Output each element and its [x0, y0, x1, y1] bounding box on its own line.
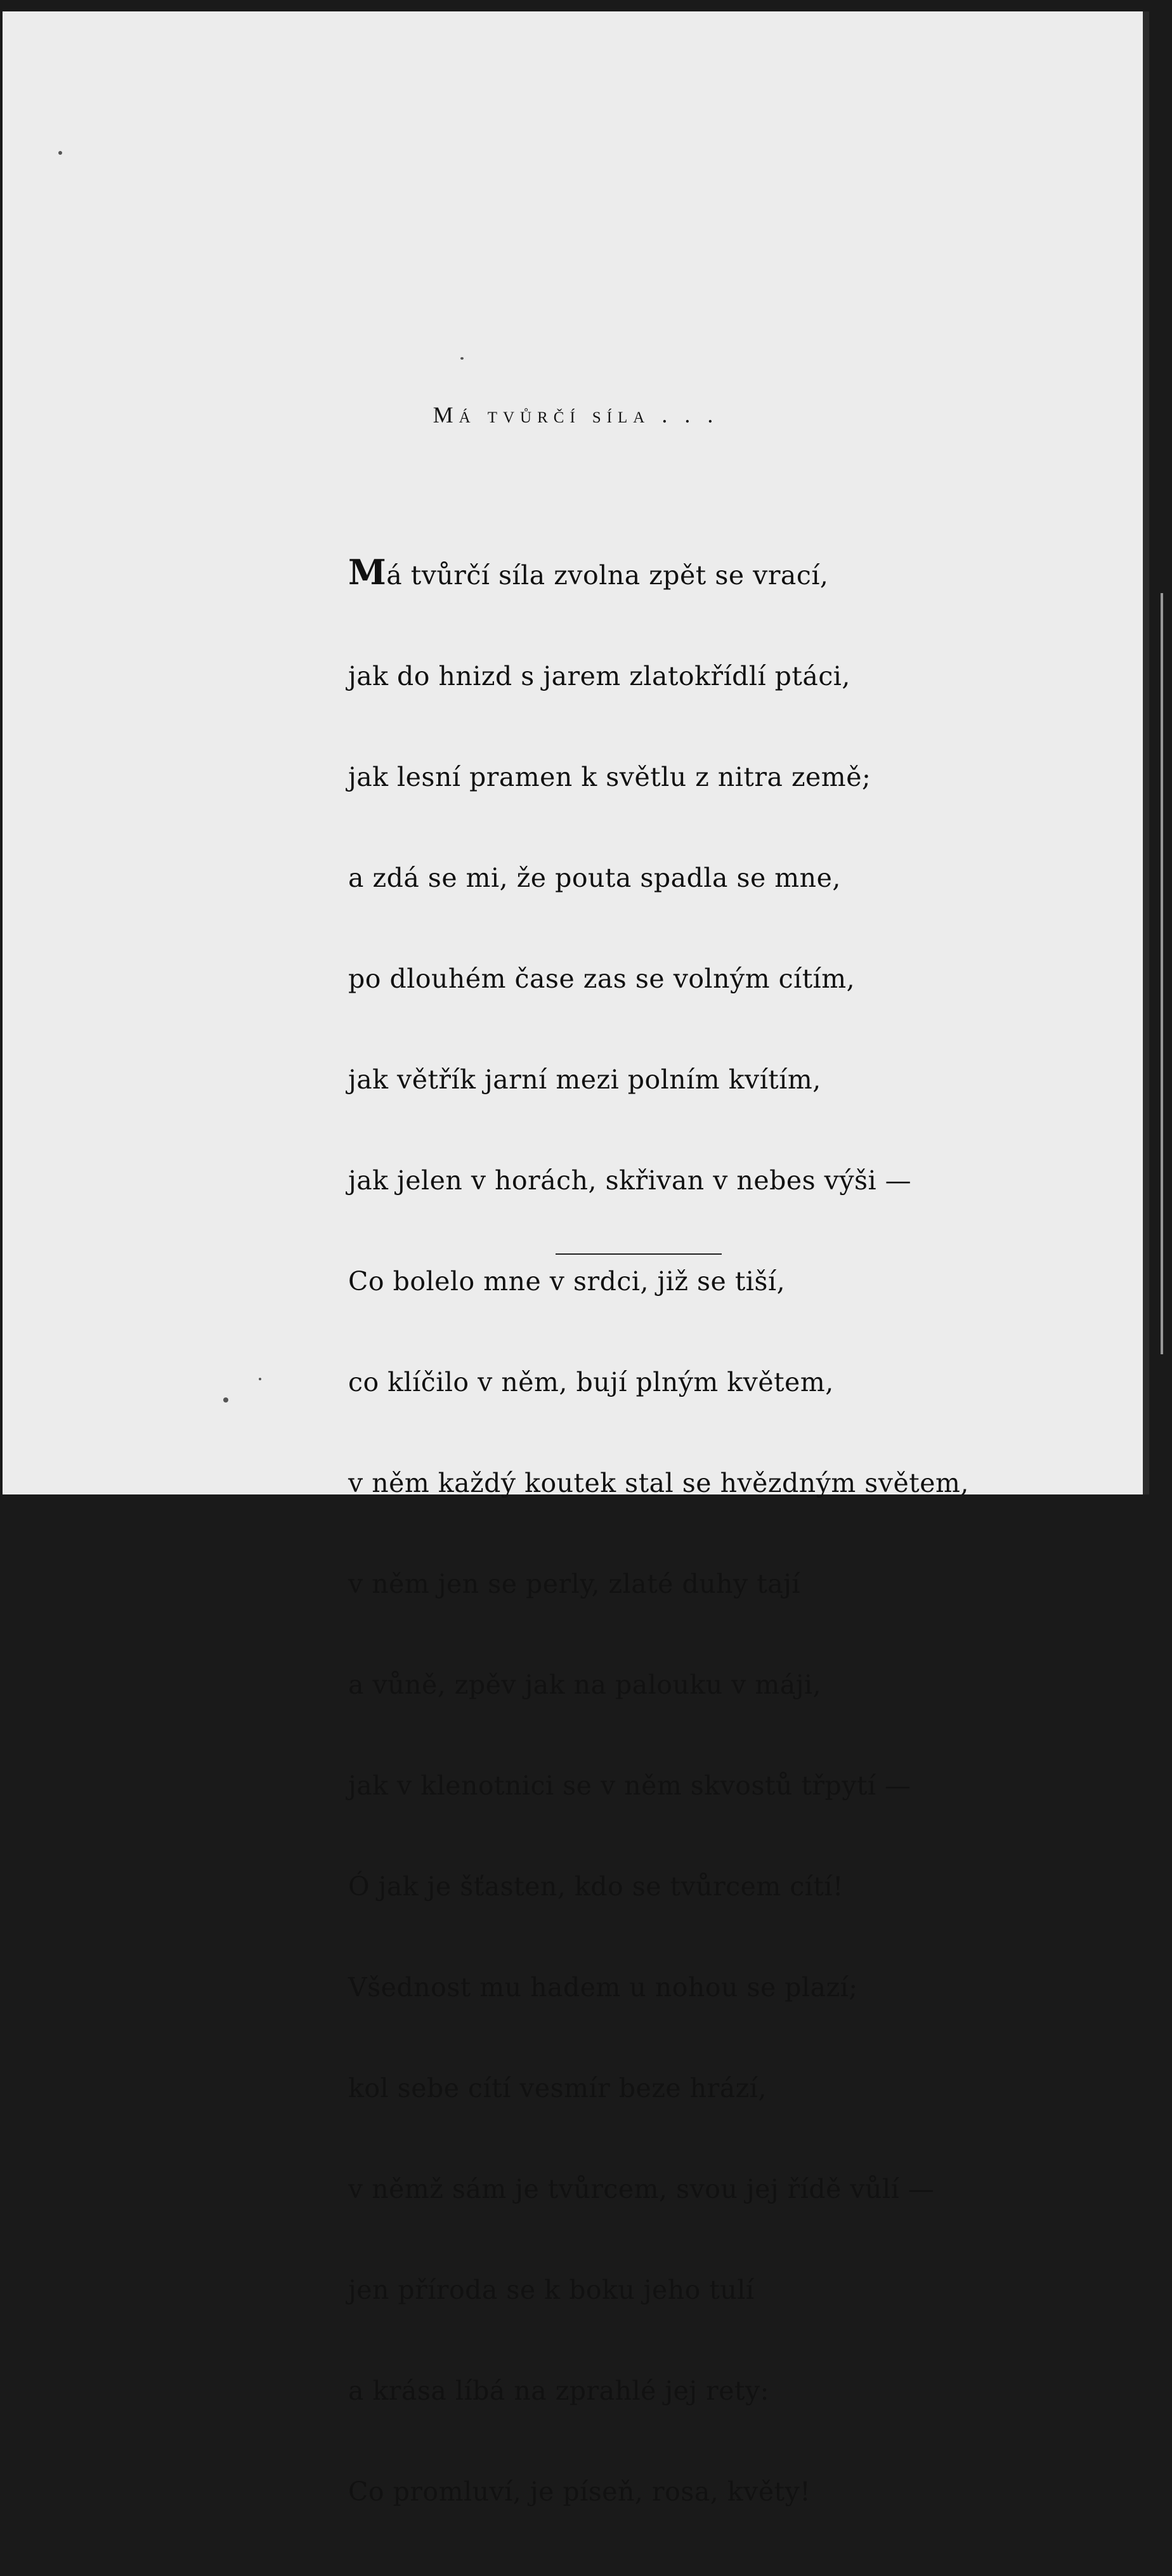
poem-line: Všednost mu hadem u nohou se plazí; [348, 1972, 858, 2003]
paper-speck [58, 151, 62, 155]
page-edge [1161, 593, 1163, 1354]
poem-line: kol sebe cítí vesmír beze hrází, [348, 2073, 767, 2103]
poem-line: Co bolelo mne v srdci, již se tiší, [348, 1266, 786, 1297]
poem-title: Má tvůrčí síla . . . [433, 402, 719, 428]
poem-line: co klíčilo v něm, bují plným květem, [348, 1367, 834, 1397]
poem-line: jak větřík jarní mezi polním kvítím, [348, 1064, 821, 1095]
poem-line: jen příroda se k boku jeho tulí [348, 2275, 755, 2305]
paper-speck [259, 1378, 261, 1380]
poem-line: a krása líbá na zprahlé jej rety: [348, 2376, 769, 2406]
section-divider [556, 1253, 722, 1255]
poem-line: Co promluví, je píseň, rosa, květy! [348, 2476, 811, 2507]
poem-line: Ó jak je šťasten, kdo se tvůrcem cítí! [348, 1871, 843, 1902]
poem-line: po dlouhém čase zas se volným cítím, [348, 964, 856, 994]
poem-line: jak v klenotnici se v něm skvostů třpytí — [348, 1770, 911, 1801]
poem-body [348, 488, 969, 2576]
poem-line: a zdá se mi, že pouta spadla se mne, [348, 863, 841, 893]
poem-line: jak do hnizd s jarem zlatokřídlí ptáci, [348, 661, 850, 691]
paper-speck [223, 1397, 228, 1402]
paper-speck [460, 357, 464, 360]
poem-line: jak lesní pramen k světlu z nitra země; [348, 762, 871, 792]
poem-line: v něm každý koutek stal se hvězdným světem, [348, 1468, 969, 1498]
poem-line: v něm jen se perly, zlaté duhy tají [348, 1569, 800, 1599]
poem-line: v němž sám je tvůrcem, svou jej řídě vůlí — [348, 2174, 935, 2204]
book-page [3, 11, 1149, 2507]
poem-line: jak jelen v horách, skřivan v nebes výši — [348, 1165, 912, 1196]
poem-line: a vůně, zpěv jak na palouku v máji, [348, 1670, 822, 1700]
poem-line: Má tvůrčí síla zvolna zpět se vrací, [348, 552, 829, 592]
